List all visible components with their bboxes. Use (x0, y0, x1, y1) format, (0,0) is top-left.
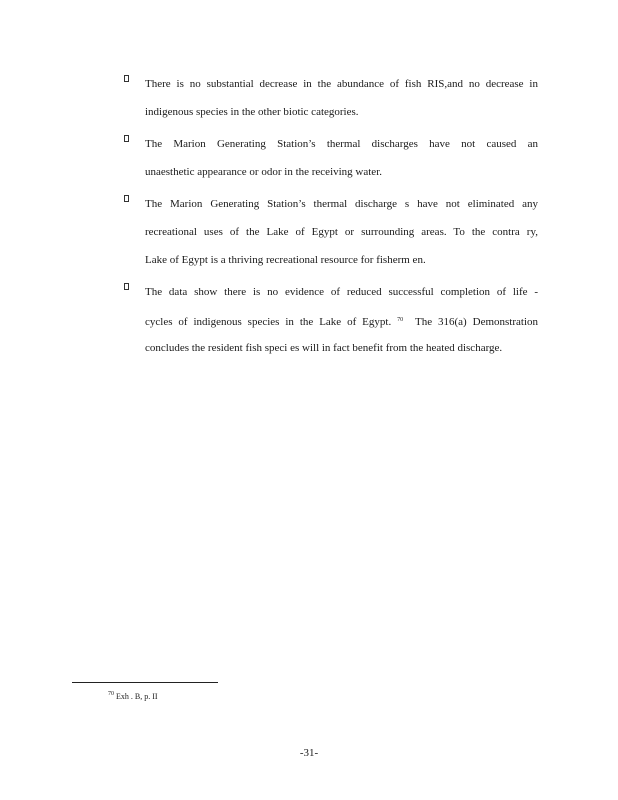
bullet-text-line: There is no substantial decrease in the abundance of fish RIS,and no decrease in (145, 78, 538, 90)
bullet-item-2 (124, 130, 538, 186)
bullet-text-segment: cycles of indigenous species in the Lake of Egypt. (145, 316, 392, 328)
footnote-text: Exh . B, p. II (116, 692, 158, 701)
page-number: -31- (299, 747, 319, 759)
bullet-list (124, 70, 538, 366)
bullet-text-line-with-footnote (145, 306, 538, 334)
bullet-marker-icon (124, 75, 129, 82)
bullet-text-line: indigenous species in the other biotic categories. (145, 106, 359, 118)
footnote (108, 688, 158, 703)
footnote-divider (72, 682, 218, 683)
bullet-item-3 (124, 190, 538, 274)
bullet-text-line: unaesthetic appearance or odor in the receiving water. (145, 166, 382, 178)
footnote-reference[interactable]: 70 (397, 317, 404, 323)
bullet-marker-icon (124, 135, 129, 142)
bullet-text-line: The Marion Generating Station’s thermal discharges have not caused an (145, 138, 538, 150)
bullet-text-line: The data show there is no evidence of reduced successful completion of life - (145, 286, 538, 298)
bullet-text-segment: The 316(a) Demonstration (414, 316, 539, 328)
bullet-text-line: The Marion Generating Station’s thermal discharge s have not eliminated any (145, 198, 538, 210)
bullet-text-line: concludes the resident fish speci es will in fact benefit from the heated discharge. (145, 342, 503, 354)
bullet-item-4 (124, 278, 538, 362)
bullet-marker-icon (124, 195, 129, 202)
bullet-text-line: Lake of Egypt is a thriving recreational resource for fisherm en. (145, 254, 426, 266)
bullet-marker-icon (124, 283, 129, 290)
bullet-text-line: recreational uses of the Lake of Egypt or surrounding areas. To the contra ry, (145, 226, 538, 238)
bullet-item-1 (124, 70, 538, 126)
footnote-marker: 70 (108, 691, 114, 697)
